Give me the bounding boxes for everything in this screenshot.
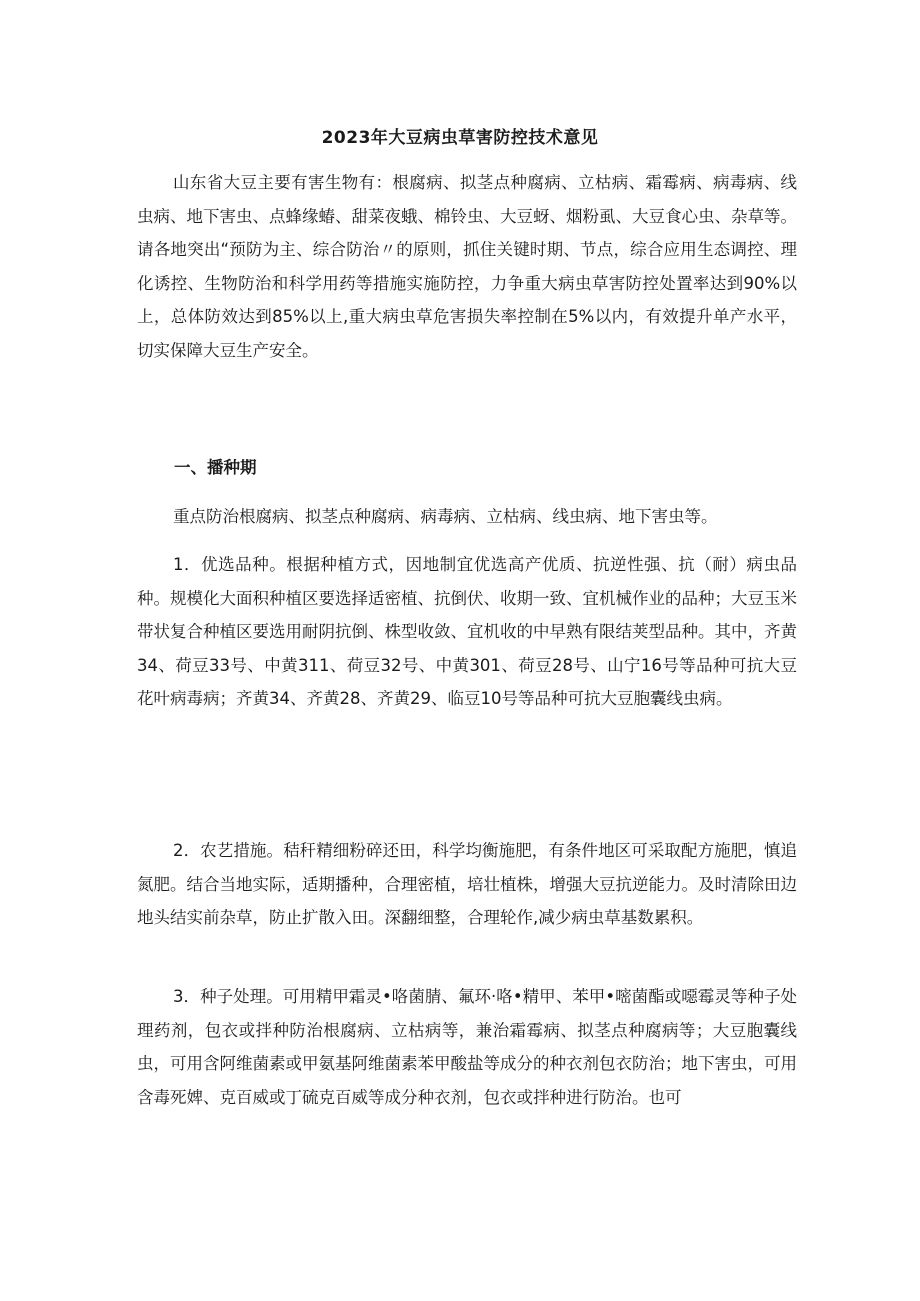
item-paragraph-variety: 1．优选品种。根据种植方式，因地制宜优选高产优质、抗逆性强、抗（耐）病虫品种。规模化大面积种植区要选择适密植、抗倒伏、收期一致、宜机械作业的品种；大豆玉米带状复合种植区要选用耐阴抗倒、株型收敛、宜机收的中早熟有限结荚型品种。其中，齐黄34、荷豆33号、中黄311、荷豆32号、中黄301、荷豆28号、山宁16号等品种可抗大豆花叶病毒病；齐黄34、齐黄28、齐黄29、临豆10号等品种可抗大豆胞囊线虫病。	[137, 555, 797, 708]
section-heading-sowing: 一、播种期	[174, 458, 257, 477]
document-title: 2023年大豆病虫草害防控技术意见	[321, 128, 599, 148]
intro-paragraph: 山东省大豆主要有害生物有：根腐病、拟茎点种腐病、立枯病、霜霉病、病毒病、线虫病、地下害虫、点蜂缘蝽、甜菜夜蛾、棉铃虫、大豆蚜、烟粉虱、大豆食心虫、杂草等。请各地突出“预防为主、综合防治〃的原则，抓住关键时期、节点，综合应用生态调控、理化诱控、生物防治和科学用药等措施实施防控，力争重大病虫草害防控处置率达到90%以上，总体防效达到85%以上,重大病虫草危害损失率控制在5%以内，有效提升单产水平，切实保障大豆生产安全。	[137, 173, 797, 360]
section-lead-paragraph: 重点防治根腐病、拟茎点种腐病、病毒病、立枯病、线虫病、地下害虫等。	[173, 507, 718, 526]
item-paragraph-seed-treatment: 3．种子处理。可用精甲霜灵•咯菌腈、氟环·咯•精甲、苯甲•嘧菌酯或噁霉灵等种子处理药剂，包衣或拌种防治根腐病、立枯病等，兼治霜霉病、拟茎点种腐病等；大豆胞囊线虫，可用含阿维菌素或甲氨基阿维菌素苯甲酸盐等成分的种衣剂包衣防治；地下害虫，可用含毒死婢、克百威或丁硫克百威等成分种衣剂，包衣或拌种进行防治。也可	[137, 987, 797, 1107]
item-paragraph-agronomy: 2．农艺措施。秸秆精细粉碎还田，科学均衡施肥，有条件地区可采取配方施肥，慎追氮肥。结合当地实际，适期播种，合理密植，培壮植株，增强大豆抗逆能力。及时清除田边地头结实前杂草，防止扩散入田。深翻细整，合理轮作,减少病虫草基数累积。	[137, 841, 797, 927]
